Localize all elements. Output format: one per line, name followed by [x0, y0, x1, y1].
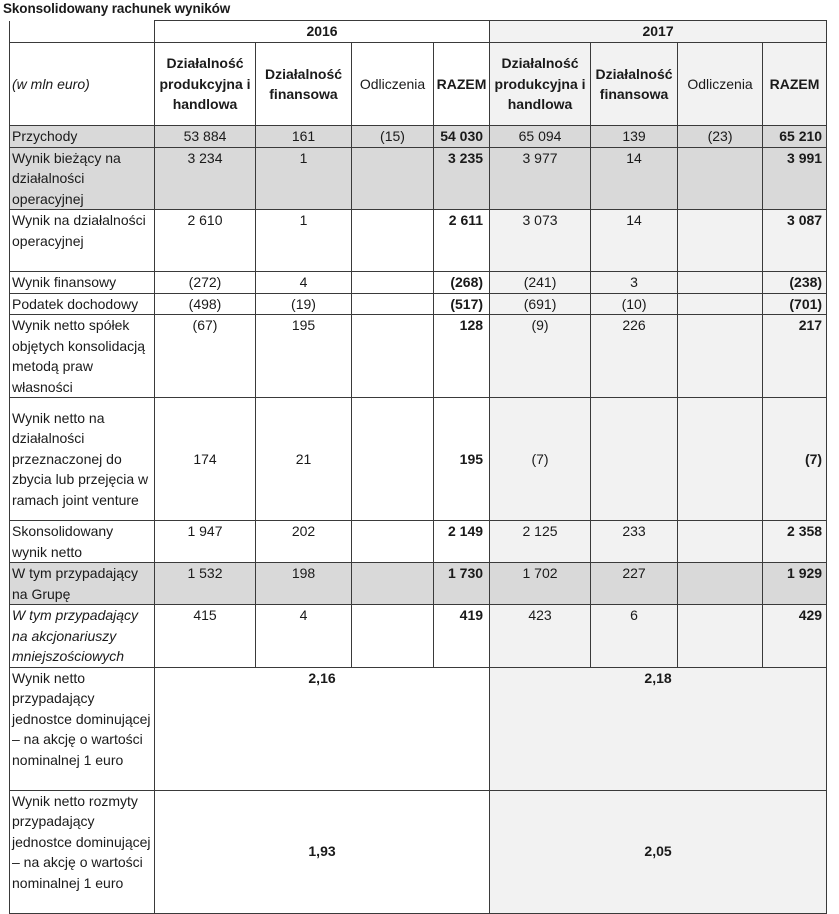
table-row [10, 521, 827, 563]
cell-total-2016: 3 235 [434, 147, 490, 210]
table-row [10, 147, 827, 210]
cell-total-2016: 195 [434, 398, 490, 521]
cell-total-2017: 429 [763, 605, 827, 668]
eps-row [10, 790, 827, 913]
cell-total-2017: (7) [763, 398, 827, 521]
col-header-finance-2017: Działalność finansowa [591, 43, 678, 126]
cell-deductions-2016 [352, 315, 434, 398]
cell-production-2016: (498) [155, 293, 256, 315]
cell-deductions-2016 [352, 272, 434, 294]
cell-deductions-2017 [678, 293, 763, 315]
cell-total-2016: 1 730 [434, 563, 490, 605]
year-header-2016: 2016 [155, 21, 490, 43]
cell-total-2016: (517) [434, 293, 490, 315]
cell-production-2017: 3 073 [490, 210, 591, 272]
row-label: W tym przypadający na akcjonariuszy mniejszościowych [10, 605, 155, 668]
cell-total-2017: 2 358 [763, 521, 827, 563]
cell-deductions-2017 [678, 272, 763, 294]
cell-production-2017: 1 702 [490, 563, 591, 605]
income-statement-table [9, 20, 827, 914]
cell-production-2016: 1 947 [155, 521, 256, 563]
eps-label: Wynik netto przypadający jednostce dominującej – na akcję o wartości nominalnej 1 euro [10, 667, 155, 790]
table-row [10, 272, 827, 294]
row-label: Wynik finansowy [10, 272, 155, 294]
cell-finance-2016: 202 [256, 521, 352, 563]
eps-value-2016: 1,93 [155, 790, 490, 913]
cell-total-2017: 65 210 [763, 126, 827, 148]
cell-production-2016: (67) [155, 315, 256, 398]
cell-total-2016: 128 [434, 315, 490, 398]
eps-label: Wynik netto rozmyty przypadający jednostce dominującej – na akcję o wartości nominalnej 1 euro [10, 790, 155, 913]
cell-deductions-2017 [678, 147, 763, 210]
cell-total-2016: 2 149 [434, 521, 490, 563]
cell-finance-2017: 226 [591, 315, 678, 398]
cell-production-2017: (691) [490, 293, 591, 315]
cell-production-2016: 1 532 [155, 563, 256, 605]
cell-finance-2016: 1 [256, 147, 352, 210]
cell-deductions-2016 [352, 563, 434, 605]
cell-finance-2017: 227 [591, 563, 678, 605]
table-row [10, 126, 827, 148]
cell-production-2017: (241) [490, 272, 591, 294]
cell-deductions-2017: (23) [678, 126, 763, 148]
cell-finance-2016: 21 [256, 398, 352, 521]
cell-production-2017: 3 977 [490, 147, 591, 210]
cell-total-2017: 3 991 [763, 147, 827, 210]
col-header-deductions-2017: Odliczenia [678, 43, 763, 126]
cell-production-2017: (9) [490, 315, 591, 398]
year-header-2017: 2017 [490, 21, 827, 43]
row-label: Wynik netto spółek objętych konsolidacją metodą praw własności [10, 315, 155, 398]
cell-finance-2017: (10) [591, 293, 678, 315]
cell-total-2017: 3 087 [763, 210, 827, 272]
row-label: Wynik netto na działalności przeznaczonej do zbycia lub przejęcia w ramach joint venture [10, 398, 155, 521]
unit-label: (w mln euro) [10, 43, 155, 126]
cell-finance-2016: 195 [256, 315, 352, 398]
cell-deductions-2017 [678, 521, 763, 563]
cell-finance-2017: 14 [591, 147, 678, 210]
col-header-total-2016: RAZEM [434, 43, 490, 126]
cell-finance-2017: 3 [591, 272, 678, 294]
cell-total-2016: 419 [434, 605, 490, 668]
eps-value-2016: 2,16 [155, 667, 490, 790]
cell-total-2016: (268) [434, 272, 490, 294]
cell-finance-2017 [591, 398, 678, 521]
cell-total-2016: 2 611 [434, 210, 490, 272]
cell-finance-2017: 233 [591, 521, 678, 563]
col-header-production-2017: Działalność produkcyjna i handlowa [490, 43, 591, 126]
table-row [10, 210, 827, 272]
cell-deductions-2016 [352, 521, 434, 563]
cell-deductions-2016 [352, 398, 434, 521]
cell-production-2016: 3 234 [155, 147, 256, 210]
cell-deductions-2017 [678, 605, 763, 668]
column-header-row [10, 43, 827, 126]
col-header-total-2017: RAZEM [763, 43, 827, 126]
cell-production-2017: (7) [490, 398, 591, 521]
cell-deductions-2016 [352, 293, 434, 315]
col-header-production-2016: Działalność produkcyjna i handlowa [155, 43, 256, 126]
cell-total-2017: (238) [763, 272, 827, 294]
row-label: W tym przypadający na Grupę [10, 563, 155, 605]
cell-deductions-2017 [678, 210, 763, 272]
cell-finance-2017: 139 [591, 126, 678, 148]
eps-value-2017: 2,18 [490, 667, 827, 790]
row-label: Podatek dochodowy [10, 293, 155, 315]
cell-finance-2016: (19) [256, 293, 352, 315]
row-label: Przychody [10, 126, 155, 148]
cell-total-2017: 217 [763, 315, 827, 398]
cell-deductions-2016 [352, 605, 434, 668]
table-row [10, 563, 827, 605]
cell-finance-2017: 14 [591, 210, 678, 272]
cell-finance-2016: 4 [256, 605, 352, 668]
table-row [10, 398, 827, 521]
cell-finance-2016: 161 [256, 126, 352, 148]
table-row [10, 605, 827, 668]
cell-production-2017: 65 094 [490, 126, 591, 148]
cell-finance-2016: 198 [256, 563, 352, 605]
cell-production-2016: 2 610 [155, 210, 256, 272]
corner-cell [10, 21, 155, 43]
cell-finance-2016: 1 [256, 210, 352, 272]
col-header-deductions-2016: Odliczenia [352, 43, 434, 126]
cell-deductions-2017 [678, 563, 763, 605]
col-header-finance-2016: Działalność finansowa [256, 43, 352, 126]
document-title: Skonsolidowany rachunek wyników [3, 1, 231, 16]
eps-row [10, 667, 827, 790]
cell-deductions-2017 [678, 315, 763, 398]
cell-deductions-2016: (15) [352, 126, 434, 148]
cell-production-2016: 415 [155, 605, 256, 668]
table-row [10, 293, 827, 315]
table-row [10, 315, 827, 398]
row-label: Wynik bieżący na działalności operacyjnej [10, 147, 155, 210]
cell-deductions-2017 [678, 398, 763, 521]
cell-production-2017: 2 125 [490, 521, 591, 563]
cell-deductions-2016 [352, 210, 434, 272]
cell-production-2017: 423 [490, 605, 591, 668]
cell-total-2016: 54 030 [434, 126, 490, 148]
eps-value-2017: 2,05 [490, 790, 827, 913]
cell-finance-2017: 6 [591, 605, 678, 668]
cell-finance-2016: 4 [256, 272, 352, 294]
row-label: Wynik na działalności operacyjnej [10, 210, 155, 272]
cell-production-2016: 174 [155, 398, 256, 521]
cell-production-2016: 53 884 [155, 126, 256, 148]
cell-deductions-2016 [352, 147, 434, 210]
cell-total-2017: 1 929 [763, 563, 827, 605]
cell-production-2016: (272) [155, 272, 256, 294]
cell-total-2017: (701) [763, 293, 827, 315]
row-label: Skonsolidowany wynik netto [10, 521, 155, 563]
